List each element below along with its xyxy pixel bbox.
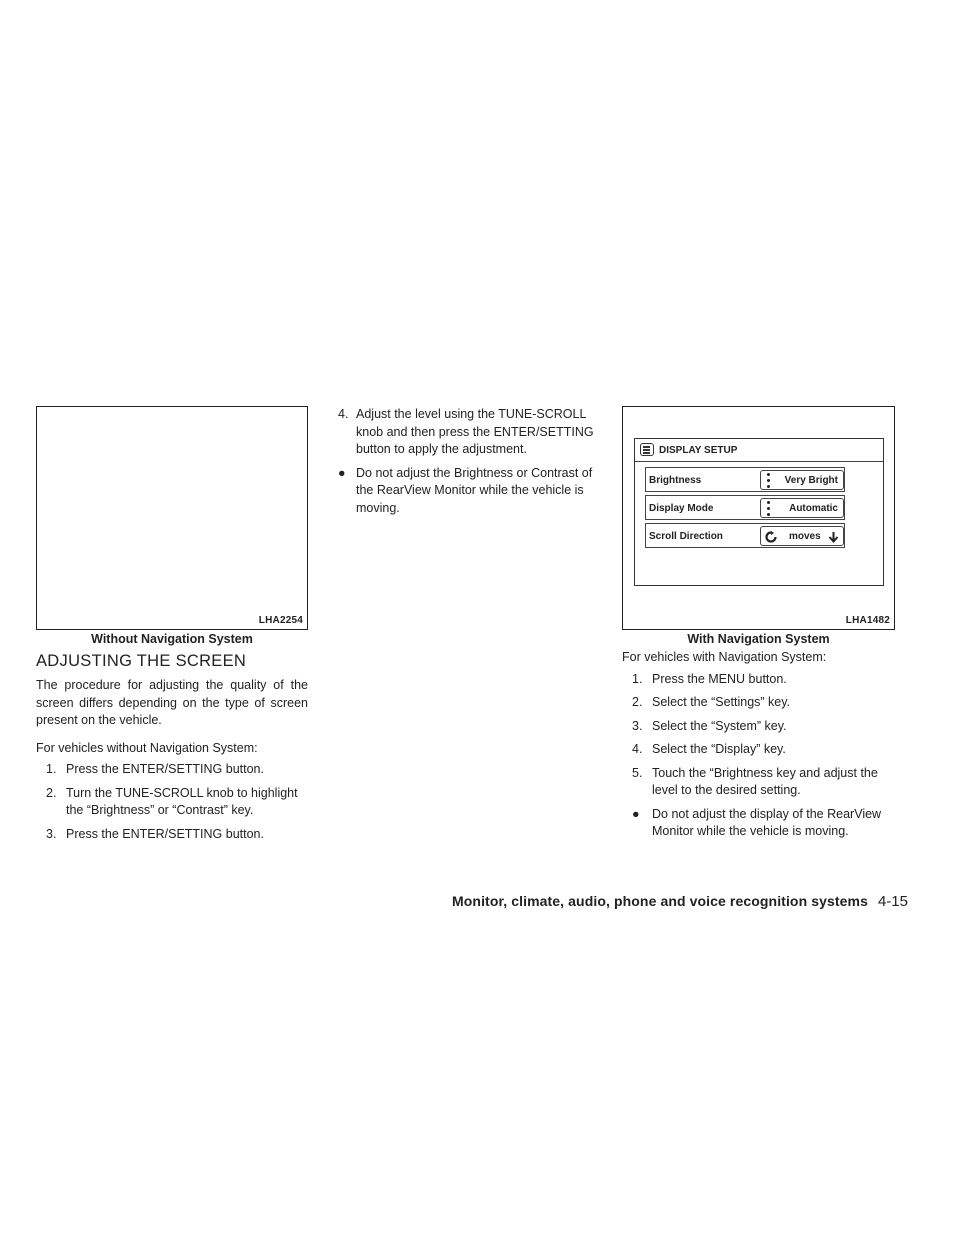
chapter-title: Monitor, climate, audio, phone and voice recognition systems	[452, 893, 868, 909]
figure-code: LHA1482	[845, 615, 890, 626]
right-column	[622, 649, 895, 847]
display-mode-row[interactable]	[645, 495, 845, 520]
brightness-value-box[interactable]	[760, 470, 844, 490]
with-nav-intro: For vehicles with Navigation System:	[622, 650, 827, 664]
list-item: 2. Select the “Settings” key.	[632, 695, 791, 709]
display-mode-value: Automatic	[789, 503, 838, 514]
brightness-row[interactable]	[645, 467, 845, 492]
screen-header	[635, 439, 883, 462]
page-number: 4-15	[877, 893, 908, 910]
rotate-knob-icon	[765, 531, 777, 543]
figure-code: LHA2254	[258, 615, 303, 626]
display-mode-label: Display Mode	[649, 503, 714, 514]
list-item: 2. Turn the TUNE-SCROLL knob to highlight the “Brightness” or “Contrast” key.	[46, 785, 298, 817]
list-item: 3. Select the “System” key.	[632, 718, 787, 733]
brightness-value: Very Bright	[784, 475, 838, 486]
display-mode-value-box[interactable]	[760, 498, 844, 518]
figure-without-navigation	[36, 406, 308, 630]
figure-caption: Without Navigation System	[91, 632, 253, 646]
display-setup-screen	[634, 438, 884, 586]
without-nav-intro: For vehicles without Navigation System:	[36, 740, 258, 755]
figure-caption: With Navigation System	[687, 632, 830, 646]
list-item: 1. Press the ENTER/SETTING button.	[46, 762, 264, 776]
bullet-icon: ●	[632, 806, 640, 821]
list-item: 4. Adjust the level using the TUNE-SCROLL knob and then press the ENTER/SETTING button to apply the adjustment.	[338, 407, 594, 456]
warning-note: ● Do not adjust the display of the RearView Monitor while the vehicle is moving.	[632, 806, 882, 838]
brightness-label: Brightness	[649, 475, 702, 486]
settings-icon	[640, 443, 654, 456]
page-footer	[452, 893, 908, 910]
scroll-direction-row[interactable]	[645, 523, 845, 548]
arrow-down-icon	[828, 531, 839, 543]
scroll-direction-value: moves	[789, 531, 821, 542]
adjust-dots-icon	[767, 501, 770, 516]
scroll-direction-value-box[interactable]	[760, 526, 844, 546]
list-item: 3. Press the ENTER/SETTING button.	[46, 826, 264, 841]
list-item: 1. Press the MENU button.	[632, 671, 787, 686]
middle-column	[338, 406, 602, 523]
figure-with-navigation	[622, 406, 895, 630]
bullet-icon: ●	[338, 465, 346, 480]
adjust-dots-icon	[767, 473, 770, 488]
warning-note: ● Do not adjust the Brightness or Contrast of the RearView Monitor while the vehicle is moving.	[338, 465, 593, 515]
screen-title: DISPLAY SETUP	[659, 445, 738, 456]
list-item: 5. Touch the “Brightness key and adjust the level to the desired setting.	[632, 765, 878, 797]
section-heading: ADJUSTING THE SCREEN	[36, 652, 247, 670]
left-column	[36, 677, 308, 849]
scroll-direction-label: Scroll Direction	[649, 531, 723, 542]
list-item: 4. Select the “Display” key.	[632, 742, 786, 756]
intro-paragraph: The procedure for adjusting the quality of the screen differs depending on the type of screen present on the vehicle.	[36, 678, 308, 727]
